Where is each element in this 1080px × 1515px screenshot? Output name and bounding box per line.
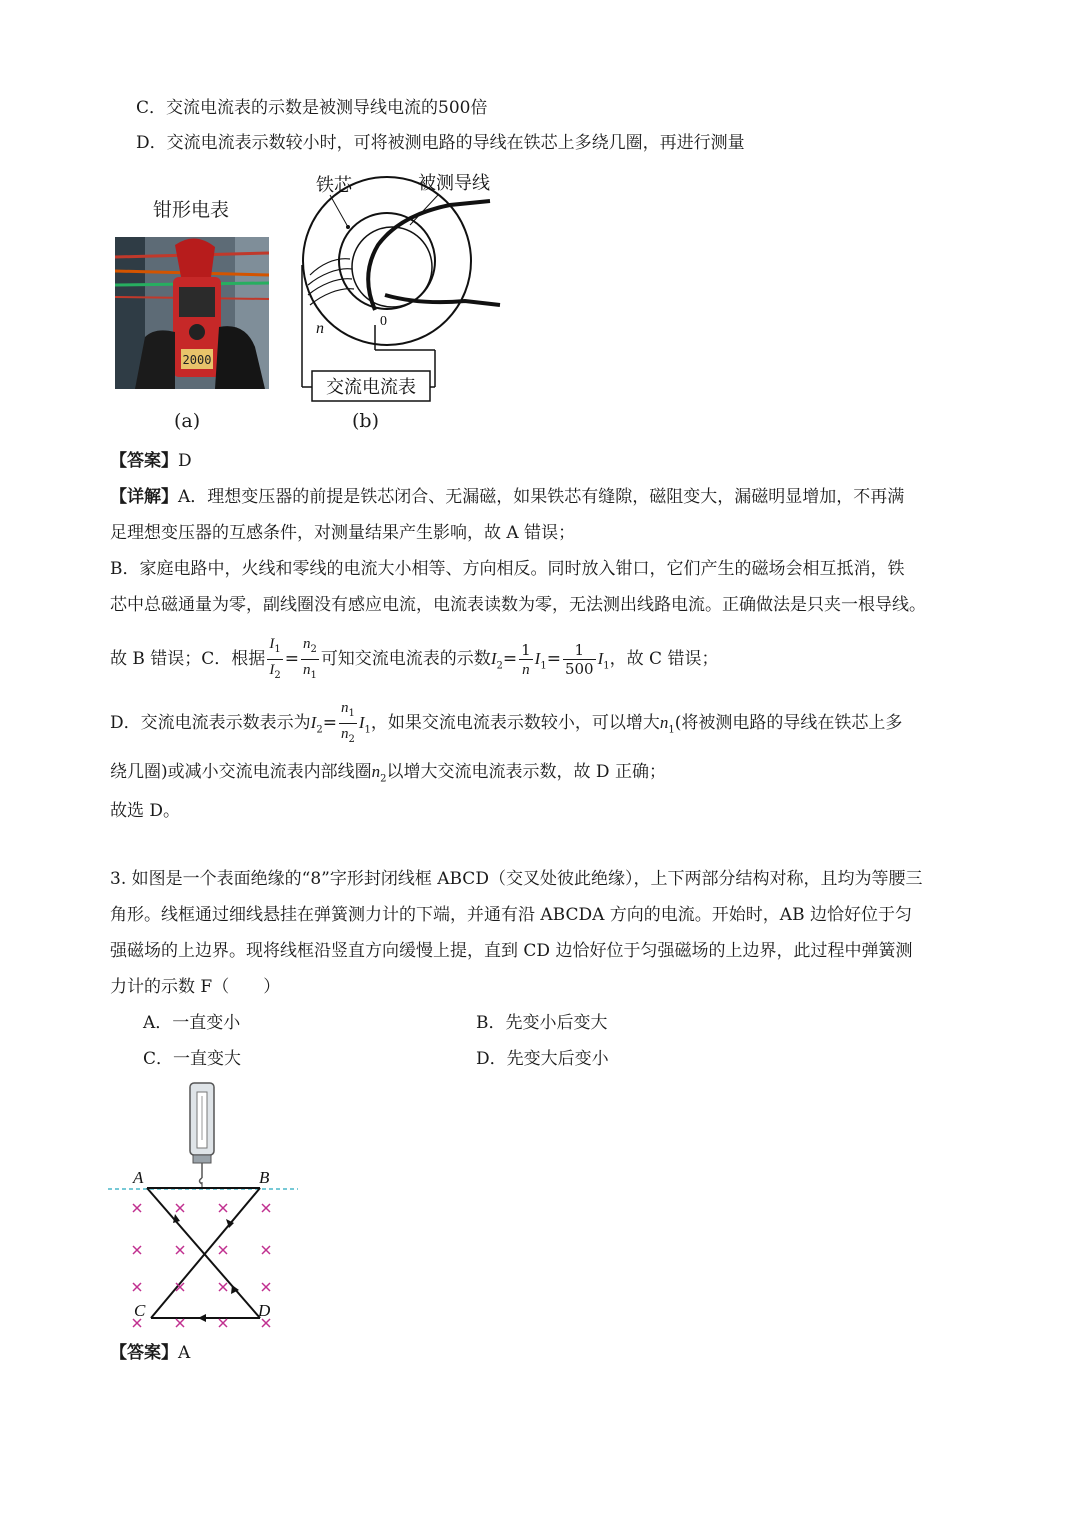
fraction-1-n: $\frac{1}{n}$ <box>521 640 531 678</box>
detail-c-line: 故 B 错误；C．根据 $\frac{I_1}{I_2}$ = $\frac{n_2}{n_1}$ 可知交流电流表的示数$I_2=$ $\frac{1}{n}$ $I_1=$ $\frac{1}{500}$ $I_1$，故 C 错误； <box>110 634 718 688</box>
clamp-meter-photo <box>115 237 269 389</box>
q3-option-c: C．一直变大 <box>143 1049 242 1069</box>
detail-a-line1: 【详解】A．理想变压器的前提是铁芯闭合、无漏磁，如果铁芯有缝隙，磁阻变大，漏磁明显增加，不再满 <box>110 487 905 507</box>
option-d-text: D．交流电流表示数较小时，可将被测电路的导线在铁芯上多绕几圈，再进行测量 <box>136 133 745 153</box>
label-n: n <box>316 320 324 337</box>
fraction-i1-i2: $\frac{I_1}{I_2}$ <box>269 636 281 681</box>
meter-display-value: 2000 <box>182 353 212 367</box>
q3-stem-line1: 3. 如图是一个表面绝缘的“8”字形封闭线框 ABCD（交叉处彼此绝缘），上下两部分结构对称，且均为等腰三 <box>110 869 923 889</box>
detail-b-line1: B．家庭电路中，火线和零线的电流大小相等、方向相反。同时放入钳口，它们产生的磁场会相互抵消，铁 <box>110 559 905 579</box>
vertex-a-label: A <box>133 1168 144 1187</box>
label-iron-core: 铁芯 <box>316 175 352 196</box>
vertex-d-label: D <box>258 1301 271 1320</box>
ammeter-label: 交流电流表 <box>326 377 416 398</box>
q3-stem-line3: 强磁场的上边界。现将线框沿竖直方向缓慢上提，直到 CD 边恰好位于匀强磁场的上边界，此过程中弹簧测 <box>110 941 913 961</box>
option-c-text: C．交流电流表的示数是被测导线电流的500倍 <box>136 98 488 118</box>
q3-stem-line2: 角形。线框通过细线悬挂在弹簧测力计的下端，并通有沿 ABCDA 方向的电流。开始时，AB 边恰好位于匀 <box>110 905 912 925</box>
clamp-meter-diagram <box>290 165 510 405</box>
vertex-b-label: B <box>259 1168 270 1187</box>
vertex-c-label: C <box>134 1301 146 1320</box>
fraction-1-500: $\frac{1}{500}$ <box>564 641 594 678</box>
q3-stem-line4: 力计的示数 F（ ） <box>110 977 281 997</box>
fraction-n2-n1: $\frac{n_2}{n_1}$ <box>302 636 317 681</box>
detail-d-line1: D．交流电流表示数表示为$I_2=$ $\frac{n_1}{n_2}$ $I_1$，如果交流电流表示数较小，可以增大$n_1$(将被测电路的导线在铁芯上多 <box>110 698 902 752</box>
label-zero: 0 <box>380 314 387 329</box>
conclusion-q2: 故选 D。 <box>110 801 181 821</box>
q3-option-d: D．先变大后变小 <box>476 1049 609 1069</box>
caption-a: (a) <box>174 410 201 432</box>
detail-d-line2: 绕几圈)或减小交流电流表内部线圈$n_2$以增大交流电流表示数，故 D 正确； <box>110 762 666 785</box>
caption-b: (b) <box>352 410 379 432</box>
detail-b-line2: 芯中总磁通量为零，副线圈没有感应电流，电流表读数为零，无法测出线路电流。正确做法是只夹一根导线。 <box>110 595 926 615</box>
answer-line-q2: 【答案】D <box>110 451 192 471</box>
detail-a-line2: 足理想变压器的互感条件，对测量结果产生影响，故 A 错误； <box>110 523 576 543</box>
label-measured-wire: 被测导线 <box>418 173 490 194</box>
photo-label: 钳形电表 <box>153 199 230 221</box>
figure-8-frame-diagram <box>108 1078 298 1333</box>
fraction-n1-n2: $\frac{n_1}{n_2}$ <box>340 700 355 745</box>
magnetic-field-crosses <box>133 1204 270 1327</box>
answer-line-q3: 【答案】A <box>110 1343 191 1363</box>
q3-option-b: B．先变小后变大 <box>476 1013 608 1033</box>
q3-option-a: A．一直变小 <box>143 1013 241 1033</box>
